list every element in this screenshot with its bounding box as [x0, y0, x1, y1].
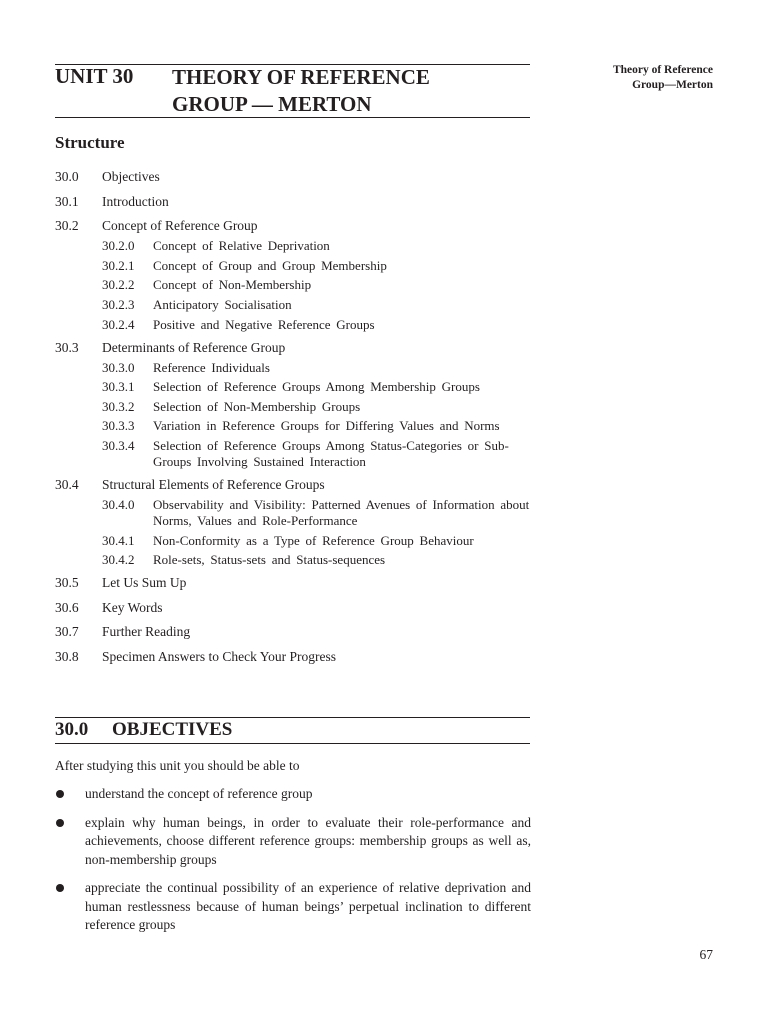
- toc-item: [55, 599, 535, 624]
- toc-item-label: Key Words: [102, 599, 163, 615]
- toc-subitem-number: 30.4.0: [102, 496, 135, 512]
- toc-subitem: [55, 379, 535, 395]
- objectives-rule-bottom: [55, 743, 530, 744]
- title-rule-bottom: [55, 117, 530, 118]
- toc-subitem: [55, 277, 535, 293]
- running-header: [513, 63, 713, 93]
- toc-subitem-number: 30.2.3: [102, 296, 135, 312]
- toc-subitem-number: 30.2.2: [102, 277, 135, 293]
- toc-item-number: 30.8: [55, 648, 79, 664]
- toc-subitem-number: 30.2.0: [102, 238, 135, 254]
- structure-list: [55, 168, 535, 673]
- toc-subitem: [55, 418, 535, 434]
- toc-subitem: [55, 297, 535, 313]
- toc-item: [55, 217, 535, 238]
- toc-subitem-label: Selection of Reference Groups Among Membership Groups: [153, 379, 480, 395]
- toc-subitem-label: Concept of Non-Membership: [153, 277, 312, 293]
- toc-item-number: 30.1: [55, 193, 79, 209]
- toc-subitem: [55, 360, 535, 376]
- toc-subitem: [55, 533, 535, 549]
- toc-item-number: 30.7: [55, 624, 79, 640]
- toc-subitem-number: 30.3.4: [102, 437, 135, 453]
- toc-subitem: [55, 399, 535, 415]
- toc-subitem: [55, 317, 535, 333]
- toc-subitem-number: 30.2.4: [102, 316, 135, 332]
- page-number: 67: [699, 947, 713, 962]
- running-header-line-2: Group—Merton: [632, 79, 713, 91]
- toc-item-label: Further Reading: [102, 624, 191, 640]
- objective-bullet-text: appreciate the continual possibility of an experience of relative deprivation and human restlessness because of human beings’ perpetual inclination to different reference groups: [85, 880, 531, 932]
- toc-subitem-label: Concept of Relative Deprivation: [153, 238, 330, 254]
- bullet-dot-icon: [56, 790, 64, 798]
- bullet-dot-icon: [56, 884, 64, 892]
- toc-item: [55, 648, 535, 673]
- toc-subitem-number: 30.4.1: [102, 532, 135, 548]
- toc-item-label: Objectives: [102, 169, 160, 184]
- toc-item: [55, 476, 535, 497]
- toc-subitem-label: Anticipatory Socialisation: [153, 296, 292, 312]
- toc-subitem: [55, 238, 535, 254]
- objectives-heading: OBJECTIVES: [112, 719, 233, 740]
- objectives-section-number: 30.0: [55, 719, 89, 740]
- toc-item-number: 30.3: [55, 339, 79, 355]
- toc-subitem-number: 30.2.1: [102, 257, 135, 273]
- structure-heading: Structure: [55, 133, 125, 152]
- toc-subitem-label: Positive and Negative Reference Groups: [153, 316, 375, 332]
- toc-item-number: 30.0: [55, 169, 79, 184]
- toc-item-number: 30.5: [55, 575, 79, 591]
- toc-subitem-label: Role-sets, Status-sets and Status-sequences: [153, 552, 386, 568]
- objectives-bullet-list: [55, 785, 531, 935]
- toc-subitem-number: 30.4.2: [102, 552, 135, 568]
- objective-bullet-text: explain why human beings, in order to evaluate their role-performance and achievements, choose different reference groups: membership groups as well as, non-membership groups: [85, 814, 531, 867]
- unit-title: [172, 64, 532, 118]
- toc-subitem-number: 30.3.1: [102, 379, 135, 395]
- toc-subitem: [55, 552, 535, 568]
- toc-item-label: Let Us Sum Up: [102, 575, 187, 591]
- objective-bullet: [55, 785, 531, 804]
- toc-item-number: 30.6: [55, 599, 79, 615]
- toc-item: [55, 623, 535, 648]
- toc-item: [55, 339, 535, 360]
- objective-bullet: [55, 814, 531, 870]
- toc-item-label: Introduction: [102, 193, 169, 209]
- toc-item-label: Structural Elements of Reference Groups: [102, 476, 325, 492]
- toc-subitem-label: Concept of Group and Group Membership: [153, 257, 387, 273]
- toc-item-label: Concept of Reference Group: [102, 218, 258, 234]
- toc-subitem-number: 30.3.3: [102, 418, 135, 434]
- toc-item: [55, 574, 535, 599]
- toc-subitem-label: Variation in Reference Groups for Differing Values and Norms: [153, 418, 500, 434]
- toc-subitem-label: Observability and Visibility: Patterned Avenues of Information about Norms, Values and Role-Performance: [153, 496, 530, 528]
- unit-label: UNIT 30: [55, 64, 134, 88]
- running-header-line-1: Theory of Reference: [612, 64, 713, 76]
- toc-subitem: [55, 497, 535, 529]
- toc-item: [55, 168, 535, 193]
- toc-subitem: [55, 438, 535, 470]
- toc-subitem-label: Selection of Reference Groups Among Status-Categories or Sub-Groups Involving Sustained Interaction: [153, 437, 509, 469]
- objectives-intro: After studying this unit you should be able to: [55, 758, 300, 773]
- unit-title-line-2: GROUP — MERTON: [172, 92, 372, 116]
- toc-subitem-label: Non-Conformity as a Type of Reference Group Behaviour: [153, 532, 474, 548]
- objective-bullet-text: understand the concept of reference group: [85, 786, 313, 801]
- toc-subitem-number: 30.3.0: [102, 359, 135, 375]
- toc-subitem: [55, 258, 535, 274]
- toc-subitem-number: 30.3.2: [102, 398, 135, 414]
- toc-subitem-label: Selection of Non-Membership Groups: [153, 398, 361, 414]
- unit-title-line-1: THEORY OF REFERENCE: [172, 65, 430, 89]
- toc-item-number: 30.4: [55, 476, 79, 492]
- toc-item-label: Determinants of Reference Group: [102, 339, 286, 355]
- toc-item: [55, 193, 535, 218]
- toc-item-label: Specimen Answers to Check Your Progress: [102, 648, 336, 664]
- toc-item-number: 30.2: [55, 218, 79, 234]
- toc-subitem-label: Reference Individuals: [153, 359, 270, 375]
- bullet-dot-icon: [56, 819, 64, 827]
- objective-bullet: [55, 879, 531, 935]
